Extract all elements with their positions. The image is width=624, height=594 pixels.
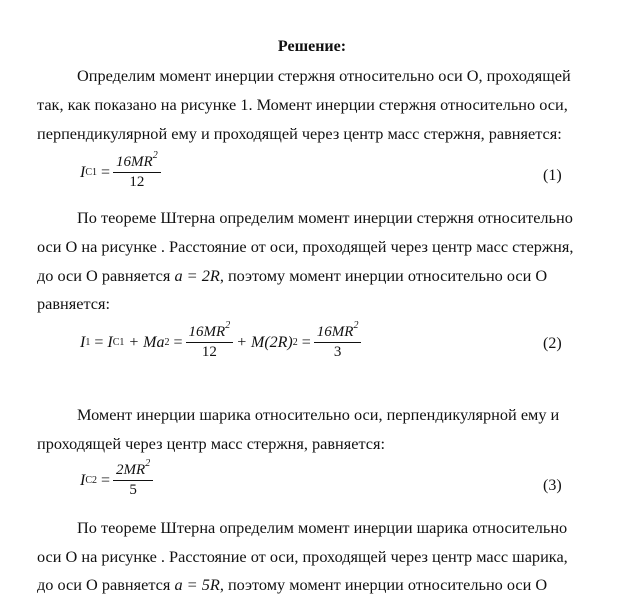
eq2-ma: + Ma (124, 333, 165, 351)
text-line-8: Момент инерции шарика относительно оси, перпендикулярной ему и (77, 405, 560, 424)
eq2-i1: I (80, 333, 86, 351)
eq2-f1-numerator: 16MR (188, 324, 226, 340)
text-line-3: перпендикулярной ему и проходящей через центр масс стержня, равняется: (37, 124, 562, 143)
text-line-10: По теореме Штерна определим момент инерции шарика относительно (77, 518, 568, 537)
equation-2: I 1 = I C1 + Ma 2 = $\frac{16MR^2}{12}$ + M(2R) 2 = $\frac{16MR^2}{3}$ (80, 324, 364, 361)
text-line-2: так, как показано на рисунке 1. Момент инерции стержня относительно оси, (37, 95, 568, 114)
eq3-equals: = (101, 471, 111, 489)
text-line-9: проходящей через центр масс стержня, равняется: (37, 434, 386, 453)
section-heading: Решение: (277, 38, 347, 55)
eq2-f2-numerator-exp: 2 (353, 320, 359, 331)
eq2-equals-1: = (90, 333, 108, 351)
eq2-f1-numerator-exp: 2 (225, 320, 231, 331)
eq1-equals: = (101, 163, 111, 181)
equation-1: I C1 = $\frac{16MR^2}{12}$ (80, 154, 164, 191)
line12-after: , поэтому момент инерции относительно оси О (219, 575, 548, 594)
equation-1-number: (1) (543, 167, 562, 184)
text-line-7: равняется: (37, 294, 111, 313)
eq3-denominator: 5 (129, 482, 137, 498)
line12-before: до оси О равняется (37, 575, 171, 594)
text-line-1: Определим момент инерции стержня относительно оси О, проходящей (77, 66, 571, 85)
eq2-f2-numerator: 16MR (316, 324, 354, 340)
eq3-numerator-exp: 2 (145, 458, 151, 469)
eq1-numerator: 16MR (116, 154, 153, 170)
eq2-m2r: + M(2R) (236, 333, 293, 351)
line6-after: , поэтому момент инерции относительно оси О (219, 266, 548, 285)
eq2-f2-denominator: 3 (333, 344, 342, 360)
eq1-denominator: 12 (129, 174, 145, 190)
eq2-equals-2: = (169, 333, 183, 351)
text-line-4: По теореме Штерна определим момент инерции стержня относительно (77, 208, 573, 227)
eq2-fraction-2 (314, 320, 362, 361)
inline-formula-a-5r: a = 5R (174, 575, 220, 594)
text-line-5: оси О на рисунке . Расстояние от оси, проходящей через центр масс стержня, (37, 237, 574, 256)
eq3-lhs: I (80, 471, 86, 489)
inline-formula-a-2r: a = 2R (174, 266, 220, 285)
text-line-12 (37, 575, 547, 594)
text-line-11: оси О на рисунке . Расстояние от оси, проходящей через центр масс шарика, (37, 547, 568, 566)
eq2-ic1: I (107, 333, 113, 351)
eq2-f1-denominator: 12 (201, 344, 217, 360)
equation-3-number: (3) (543, 477, 562, 494)
eq2-fraction-1 (186, 320, 234, 361)
eq3-numerator: 2MR (116, 462, 146, 478)
eq1-numerator-exp: 2 (152, 150, 158, 161)
eq2-equals-3: = (297, 333, 311, 351)
eq1-fraction (113, 150, 161, 191)
line6-before: до оси О равняется (37, 266, 171, 285)
equation-3: I C2 = $\frac{2MR^2}{5}$ (80, 462, 156, 499)
text-line-6 (37, 266, 547, 285)
equation-2-number: (2) (543, 335, 562, 352)
eq1-lhs: I (80, 163, 86, 181)
